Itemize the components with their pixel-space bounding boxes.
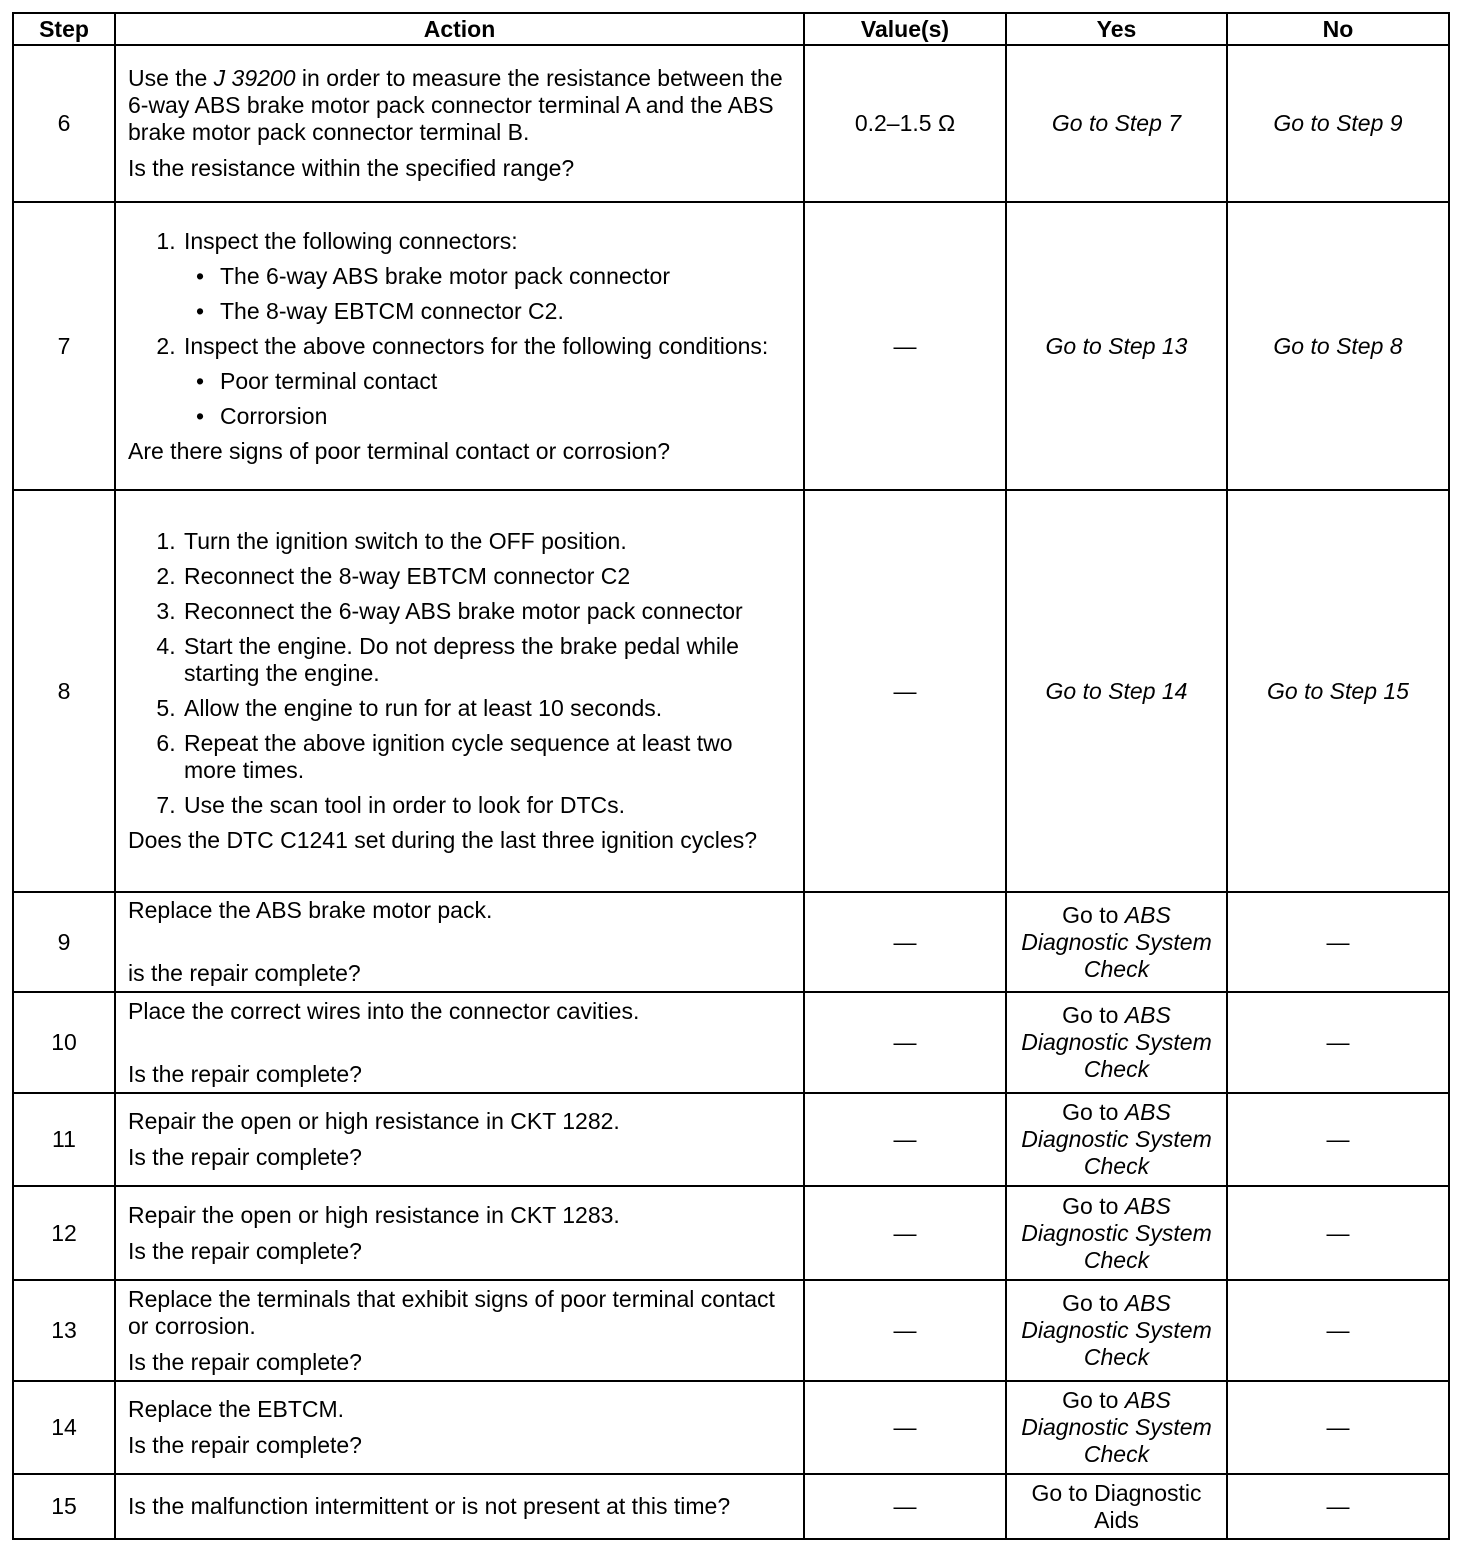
value-cell: — — [804, 1280, 1006, 1381]
action-text: Repair the open or high resistance in CKT 1283. — [128, 1201, 620, 1228]
header-yes: Yes — [1006, 13, 1227, 45]
table-row — [13, 45, 1449, 202]
action-text: Replace the ABS brake motor pack. — [128, 897, 493, 923]
list-item: 4. Start the engine. Do not depress the brake pedal while starting the engine. — [182, 633, 791, 687]
tool-name: J 39200 — [213, 65, 296, 91]
action-cell — [115, 892, 804, 992]
no-cell: — — [1227, 1186, 1449, 1280]
bullet-item: • Poor terminal contact — [218, 368, 791, 395]
action-cell — [115, 1186, 804, 1280]
no-goto-link[interactable]: Go to Step 15 — [1227, 490, 1449, 892]
action-cell — [115, 202, 804, 490]
step-number: 7 — [13, 202, 115, 490]
list-item: 7. Use the scan tool in order to look for DTCs. — [182, 792, 791, 819]
list-item: 1. Inspect the following connectors: • The 6-way ABS brake motor pack connector • The 8-way EBTCM connector C2. — [182, 228, 791, 325]
list-item: 1. Turn the ignition switch to the OFF position. — [182, 528, 791, 555]
step-number: 8 — [13, 490, 115, 892]
action-text: Replace the EBTCM. — [128, 1396, 345, 1422]
action-text: Repair the open or high resistance in CKT 1282. — [128, 1108, 620, 1134]
action-cell — [115, 490, 804, 892]
action-list — [128, 228, 791, 430]
action-list — [128, 528, 791, 819]
yes-goto-link[interactable]: Go to ABS Diagnostic System Check — [1006, 1381, 1227, 1474]
header-values: Value(s) — [804, 13, 1006, 45]
yes-goto-link[interactable]: Go to Step 7 — [1006, 45, 1227, 202]
action-cell — [115, 45, 804, 202]
list-item: 6. Repeat the above ignition cycle sequence at least two more times. — [182, 730, 791, 784]
action-text: Is the malfunction intermittent or is not present at this time? — [128, 1493, 731, 1519]
yes-goto-link[interactable]: Go to ABS Diagnostic System Check — [1006, 1093, 1227, 1186]
no-goto-link[interactable]: Go to Step 8 — [1227, 202, 1449, 490]
action-question: Is the repair complete? — [128, 1348, 362, 1375]
action-cell — [115, 1381, 804, 1474]
value-cell: — — [804, 1474, 1006, 1539]
header-step: Step — [13, 13, 115, 45]
table-row — [13, 1381, 1449, 1474]
no-cell: — — [1227, 1093, 1449, 1186]
header-action: Action — [115, 13, 804, 45]
header-no: No — [1227, 13, 1449, 45]
diagnostic-table — [12, 12, 1450, 1540]
step-number: 13 — [13, 1280, 115, 1381]
bullet-list — [184, 368, 791, 430]
no-cell: — — [1227, 892, 1449, 992]
table-row — [13, 1093, 1449, 1186]
header-row — [13, 13, 1449, 45]
action-question: Is the repair complete? — [128, 1237, 362, 1264]
table-row — [13, 1280, 1449, 1381]
step-number: 6 — [13, 45, 115, 202]
value-cell: — — [804, 992, 1006, 1093]
action-text: Replace the terminals that exhibit signs of poor terminal contact or corrosion. — [128, 1285, 775, 1339]
bullet-list — [184, 263, 791, 325]
list-item: 5. Allow the engine to run for at least 10 seconds. — [182, 695, 791, 722]
action-cell — [115, 1474, 804, 1539]
yes-goto-link[interactable]: Go to Step 14 — [1006, 490, 1227, 892]
value-cell: — — [804, 1381, 1006, 1474]
no-cell: — — [1227, 1474, 1449, 1539]
yes-goto-link[interactable]: Go to Diagnostic Aids — [1006, 1474, 1227, 1539]
table-row — [13, 892, 1449, 992]
step-number: 10 — [13, 992, 115, 1093]
table-row — [13, 202, 1449, 490]
action-cell — [115, 1280, 804, 1381]
step-number: 11 — [13, 1093, 115, 1186]
step-number: 15 — [13, 1474, 115, 1539]
value-cell: — — [804, 202, 1006, 490]
action-cell — [115, 1093, 804, 1186]
action-text: Place the correct wires into the connector cavities. — [128, 997, 640, 1024]
step-number: 12 — [13, 1186, 115, 1280]
action-text: Use the J 39200 in order to measure the resistance between the 6-way ABS brake motor pack connector terminal A and the ABS brake motor pack connector terminal B. — [128, 65, 783, 145]
bullet-item: • The 6-way ABS brake motor pack connector — [218, 263, 791, 290]
value-cell: — — [804, 1093, 1006, 1186]
action-question: Is the repair complete? — [128, 1060, 362, 1087]
value-cell: — — [804, 490, 1006, 892]
value-cell: — — [804, 1186, 1006, 1280]
action-cell — [115, 992, 804, 1093]
yes-goto-link[interactable]: Go to ABS Diagnostic System Check — [1006, 892, 1227, 992]
no-cell: — — [1227, 1280, 1449, 1381]
value-cell: 0.2–1.5 Ω — [804, 45, 1006, 202]
yes-goto-link[interactable]: Go to ABS Diagnostic System Check — [1006, 992, 1227, 1093]
no-cell: — — [1227, 992, 1449, 1093]
list-item: 3. Reconnect the 6-way ABS brake motor pack connector — [182, 598, 791, 625]
table-row — [13, 490, 1449, 892]
yes-goto-link[interactable]: Go to Step 13 — [1006, 202, 1227, 490]
action-question: Does the DTC C1241 set during the last three ignition cycles? — [128, 827, 757, 853]
yes-goto-link[interactable]: Go to ABS Diagnostic System Check — [1006, 1186, 1227, 1280]
no-goto-link[interactable]: Go to Step 9 — [1227, 45, 1449, 202]
table-row — [13, 1186, 1449, 1280]
table-row — [13, 1474, 1449, 1539]
list-item: 2. Inspect the above connectors for the following conditions: • Poor terminal contact • Corrorsion — [182, 333, 791, 430]
bullet-item: • The 8-way EBTCM connector C2. — [218, 298, 791, 325]
action-question: Are there signs of poor terminal contact or corrosion? — [128, 437, 671, 464]
action-question: Is the repair complete? — [128, 1432, 362, 1458]
action-question: is the repair complete? — [128, 960, 361, 986]
yes-goto-link[interactable]: Go to ABS Diagnostic System Check — [1006, 1280, 1227, 1381]
action-question: Is the resistance within the specified range? — [128, 155, 575, 181]
bullet-item: • Corrorsion — [218, 403, 791, 430]
action-question: Is the repair complete? — [128, 1144, 362, 1170]
value-cell: — — [804, 892, 1006, 992]
step-number: 9 — [13, 892, 115, 992]
list-item: 2. Reconnect the 8-way EBTCM connector C2 — [182, 563, 791, 590]
step-number: 14 — [13, 1381, 115, 1474]
no-cell: — — [1227, 1381, 1449, 1474]
table-row — [13, 992, 1449, 1093]
